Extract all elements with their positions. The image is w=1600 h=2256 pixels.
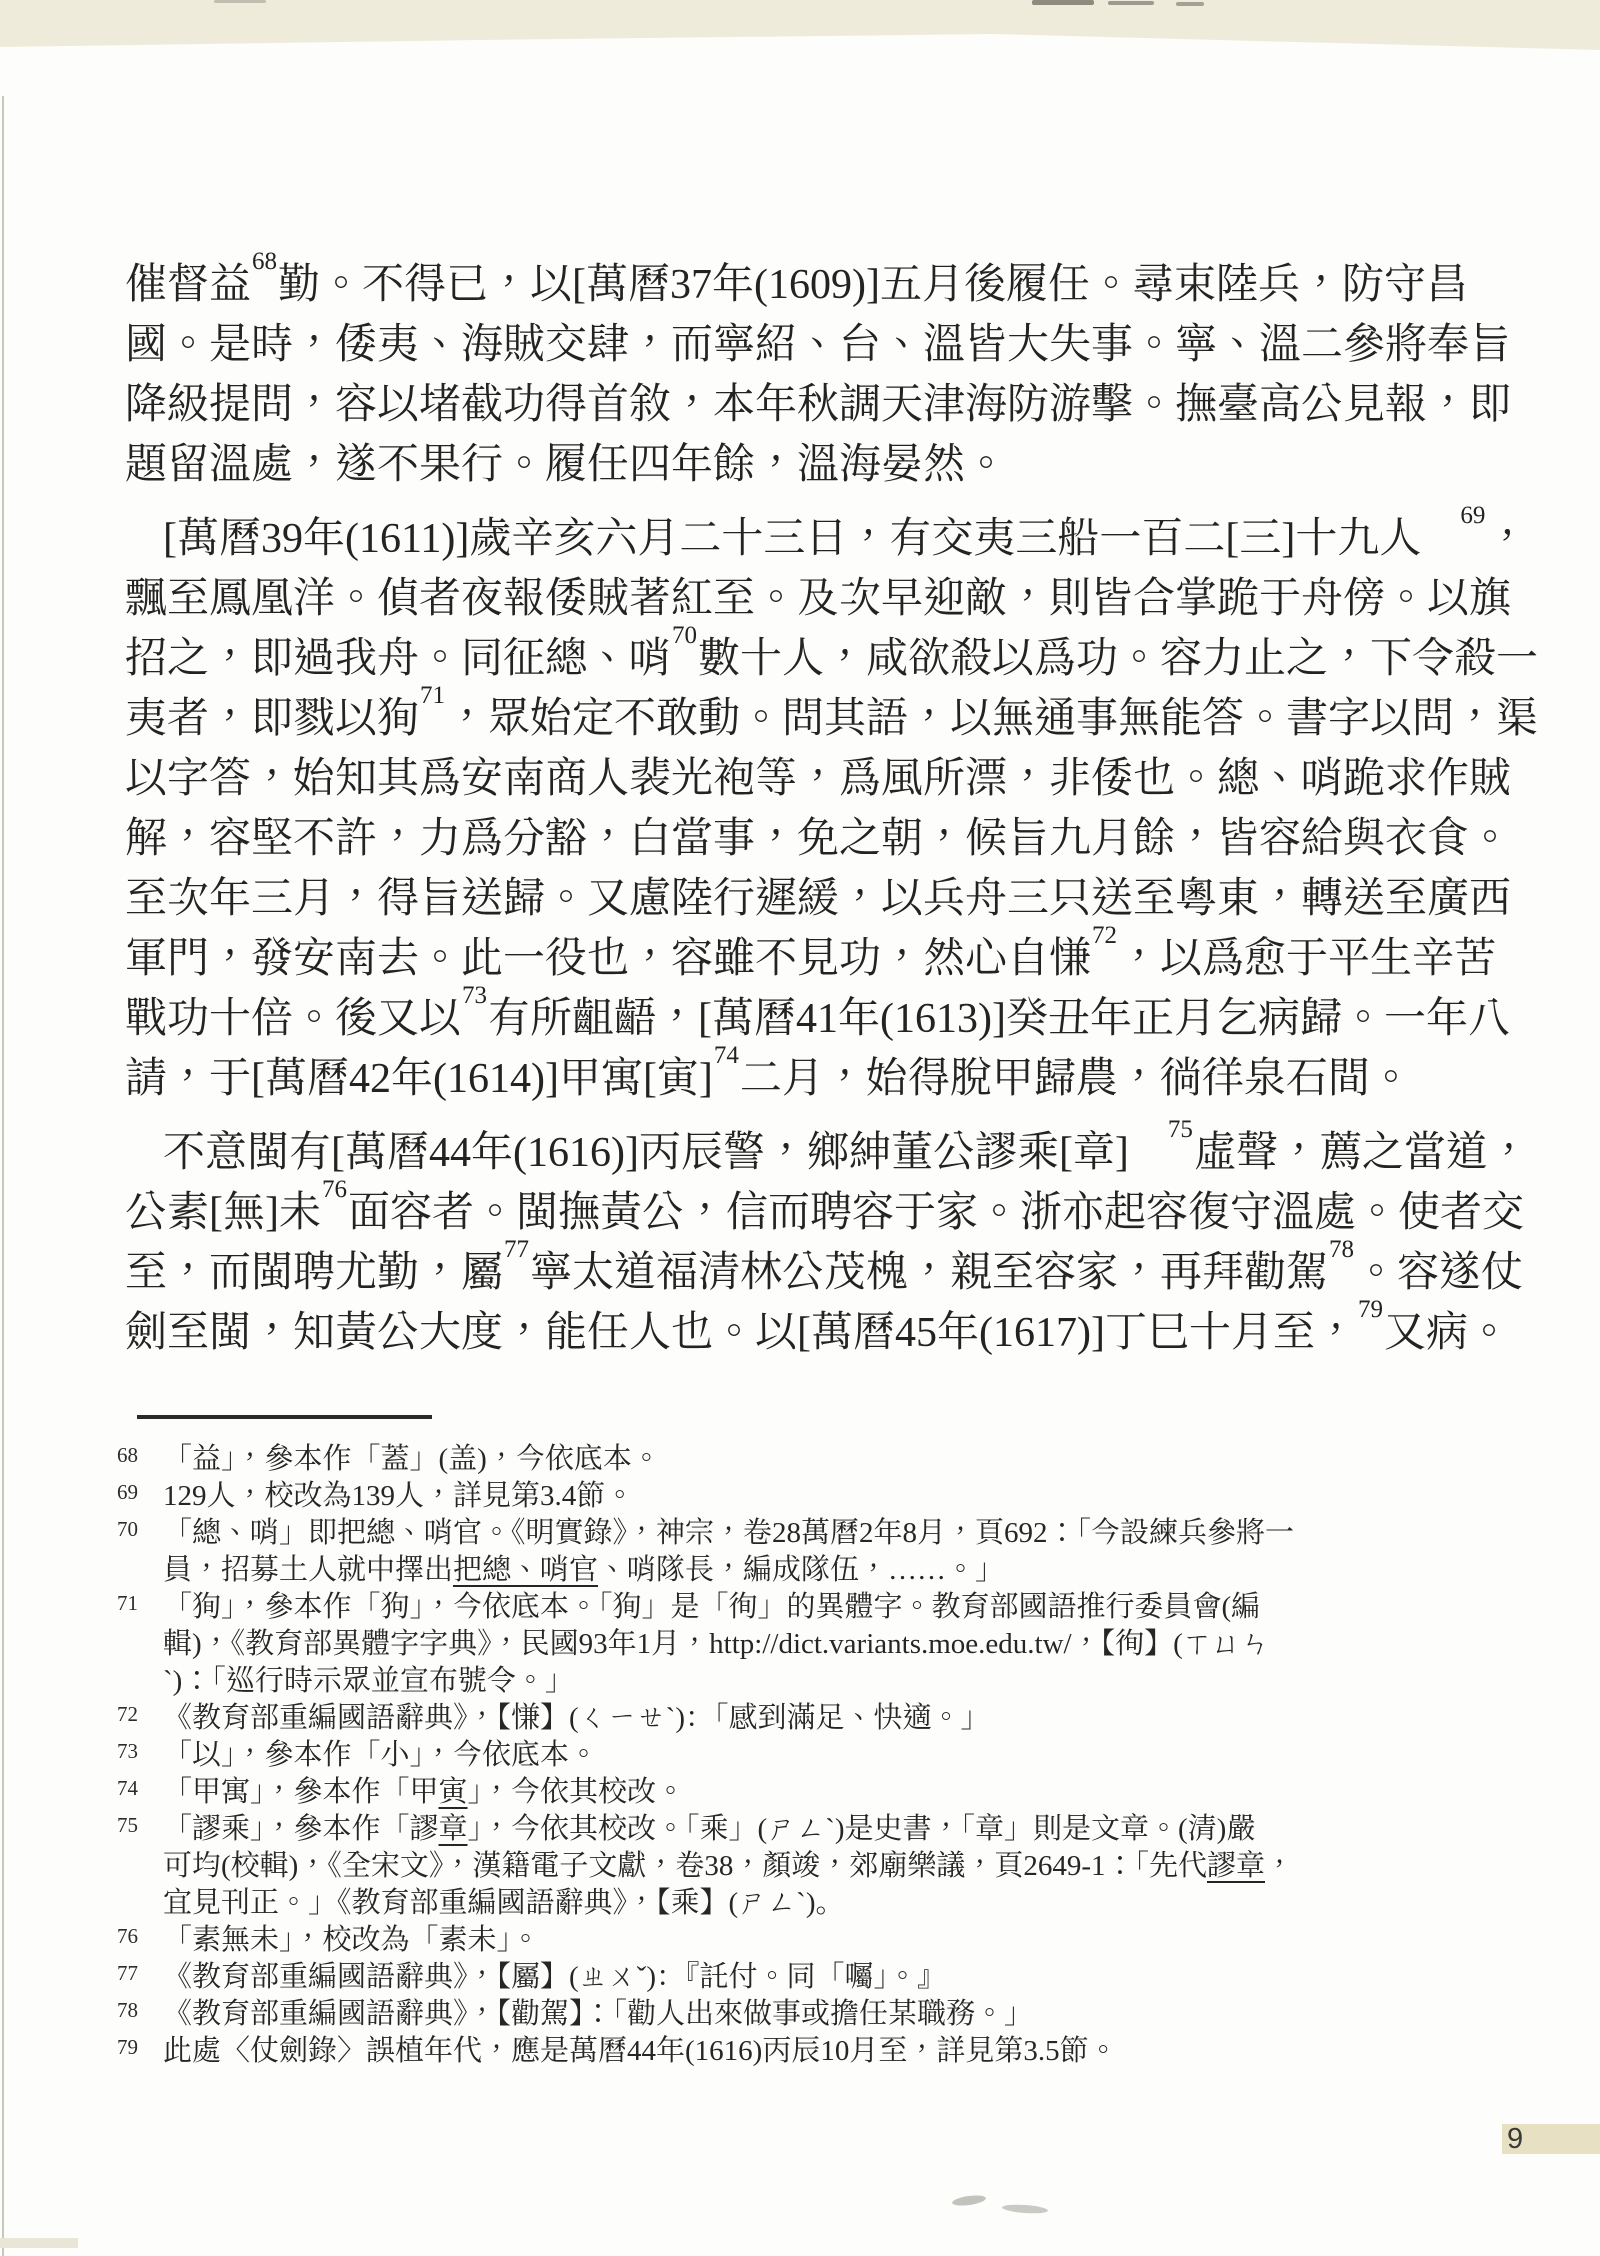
scan-edge-top-band — [0, 0, 1600, 52]
footnote-line: 員，招募土人就中擇出把總、哨官、哨隊長，編成隊伍，……。」 — [163, 1554, 1005, 1586]
footnote-line: 「總、哨」即把總、哨官。《明實錄》，神宗，卷28萬曆2年8月，頁692：「今設練兵參將一 — [163, 1517, 1295, 1549]
page-number: 9 — [1507, 2122, 1524, 2155]
footnote-number: 72 — [117, 1702, 138, 1726]
underlined-text: 把總、哨官 — [453, 1554, 599, 1586]
footnote-line: 「以」，參本作「小」，今依底本。 — [163, 1739, 599, 1771]
footnote-item — [115, 1515, 1490, 1589]
scan-smudge — [1002, 2203, 1048, 2214]
footnote-separator-rule — [137, 1415, 432, 1419]
page-number-strip — [1502, 2124, 1600, 2154]
scan-smudge — [952, 2194, 987, 2208]
text-line: 請，于[萬曆42年(1614)]甲寓[寅]$^{74}$二月，始得脫甲歸農，徜徉泉石間。 — [125, 1042, 1412, 1102]
text-line: 降級提問，容以堵截功得首敘，本年秋調天津海防游擊。撫臺高公見報，即 — [125, 382, 1512, 428]
text-line: 飄至鳳凰洋。偵者夜報倭賊著紅至。及次早迎敵，則皆合掌跪于舟傍。以旗 — [125, 576, 1512, 622]
text-line: 劍至閩，知黃公大度，能任人也。以[萬曆45年(1617)]丁巳十月至，$^{79}$又病。 — [125, 1296, 1510, 1356]
text-line: 題留溫處，遂不果行。履任四年餘，溫海晏然。 — [125, 442, 1008, 488]
footnote-line: 「狥」，參本作「狗」，今依底本。「狥」是「徇」的異體字。教育部國語推行委員會(編 — [163, 1591, 1261, 1623]
footnote-line: 「甲寓」，參本作「甲寅」，今依其校改。 — [163, 1776, 686, 1808]
footnote-number: 68 — [117, 1443, 138, 1467]
footnote-line: 可均(校輯)，《全宋文》，漢籍電子文獻，卷38，顏竣，郊廟樂議，頁2649-1：「先代謬章， — [163, 1850, 1295, 1882]
scan-mark — [214, 0, 266, 3]
footnote-line: 129人，校改為139人，詳見第3.4節。 — [163, 1480, 635, 1512]
footnote-number: 77 — [117, 1961, 138, 1985]
text-line: 至，而閩聘尤勤，屬$^{77}$寧太道福清林公茂槐，親至容家，再拜勸駕$^{78}$。容遂仗 — [125, 1236, 1524, 1296]
footnote-item — [115, 2033, 1490, 2070]
underlined-text: 寅 — [438, 1776, 468, 1808]
text-line: [萬曆39年(1611)]歲辛亥六月二十三日，有交夷三船一百二[三]十九人$^{69}$， — [163, 502, 1529, 562]
footnote-line: 《教育部重編國語辭典》，【勸駕】：「勸人出來做事或擔任某職務。」 — [163, 1998, 1034, 2030]
footnote-number: 69 — [117, 1480, 138, 1504]
text-line: 戰功十倍。後又以$^{73}$有所齟齬，[萬曆41年(1613)]癸丑年正月乞病歸。一年八 — [125, 982, 1510, 1042]
footnote-number: 73 — [117, 1739, 138, 1763]
footnotes-section — [115, 1441, 1490, 2070]
footnote-number: 76 — [117, 1924, 138, 1948]
footnote-line: 《教育部重編國語辭典》，【屬】(ㄓㄨˇ)：『託付。同「囑」。』 — [163, 1961, 946, 1993]
text-line: 以字答，始知其爲安南商人裴光袍等，爲風所漂，非倭也。總、哨跪求作賊 — [125, 756, 1512, 802]
footnote-item — [115, 1700, 1490, 1737]
footnote-line: 宜見刊正。」《教育部重編國語辭典》，【乘】(ㄕㄥˋ)。 — [163, 1887, 845, 1919]
footnote-line: 輯)，《教育部異體字字典》，民國93年1月，http://dict.variants.moe.edu.tw/，【徇】(ㄒㄩㄣ — [163, 1628, 1270, 1660]
underlined-text: 章 — [438, 1813, 468, 1845]
footnote-number: 78 — [117, 1998, 138, 2022]
scan-edge-left-line — [2, 96, 4, 2256]
footnote-line: 「謬乘」，參本作「謬章」，今依其校改。「乘」(ㄕㄥˋ)是史書，「章」則是文章。(清)嚴 — [163, 1813, 1256, 1845]
main-text-body — [125, 248, 1539, 1363]
footnote-number: 75 — [117, 1813, 138, 1837]
text-line: 招之，即過我舟。同征總、哨$^{70}$數十人，咸欲殺以爲功。容力止之，下令殺一 — [125, 622, 1539, 682]
paragraph — [125, 1116, 1530, 1363]
text-line: 至次年三月，得旨送歸。又慮陸行遲緩，以兵舟三只送至粵東，轉送至廣西 — [125, 876, 1512, 922]
scan-mark — [1108, 1, 1154, 5]
paragraph — [125, 248, 1512, 495]
scan-mark — [1176, 2, 1204, 6]
text-line: 國。是時，倭夷、海賊交肆，而寧紹、台、溫皆大失事。寧、溫二參將奉旨 — [125, 322, 1512, 368]
footnote-item — [115, 1774, 1490, 1811]
text-line: 解，容堅不許，力爲分豁，白當事，免之朝，候旨九月餘，皆容給與衣食。 — [125, 816, 1512, 862]
footnote-number: 70 — [117, 1517, 138, 1541]
text-line: 軍門，發安南去。此一役也，容雖不見功，然心自慊$^{72}$，以爲愈于平生辛苦 — [125, 922, 1497, 982]
footnote-line: 此處〈仗劍錄〉誤植年代，應是萬曆44年(1616)丙辰10月至，詳見第3.5節。 — [163, 2035, 1118, 2067]
scan-mark — [1032, 0, 1094, 5]
footnote-item — [115, 1478, 1490, 1515]
text-line: 夷者，即戮以狥$^{71}$，眾始定不敢動。問其語，以無通事無能答。書字以問，渠 — [125, 682, 1539, 742]
footnote-item — [115, 1959, 1490, 1996]
footnote-number: 79 — [117, 2035, 138, 2059]
underlined-text: 謬章 — [1206, 1850, 1265, 1882]
footnote-item — [115, 1441, 1490, 1478]
paragraph — [125, 502, 1539, 1109]
footnote-item — [115, 1996, 1490, 2033]
footnote-line: 「益」，參本作「蓋」(盖)，今依底本。 — [163, 1443, 661, 1475]
scan-artifact-bottom-left — [0, 2238, 78, 2248]
footnote-number: 74 — [117, 1776, 138, 1800]
footnote-item — [115, 1737, 1490, 1774]
footnote-line: 「素無未」，校改為「素未」。 — [163, 1924, 541, 1956]
text-line: 不意閩有[萬曆44年(1616)]丙辰警，鄉紳董公謬乘[章]$^{75}$虛聲，薦之當道， — [163, 1116, 1530, 1176]
text-line: 公素[無]未$^{76}$面容者。閩撫黃公，信而聘容于家。浙亦起容復守溫處。使者交 — [125, 1176, 1524, 1236]
footnote-number: 71 — [117, 1591, 138, 1615]
footnote-line: 《教育部重編國語辭典》，【慊】(ㄑㄧㄝˋ)：「感到滿足、快適。」 — [163, 1702, 990, 1734]
footnote-item — [115, 1811, 1490, 1922]
text-line: 催督益$^{68}$勤。不得已，以[萬曆37年(1609)]五月後履任。尋束陸兵，防守昌 — [125, 248, 1468, 308]
footnote-item — [115, 1589, 1490, 1700]
footnote-item — [115, 1922, 1490, 1959]
footnote-line: ˋ)：「巡行時示眾並宣布號令。」 — [163, 1665, 574, 1697]
